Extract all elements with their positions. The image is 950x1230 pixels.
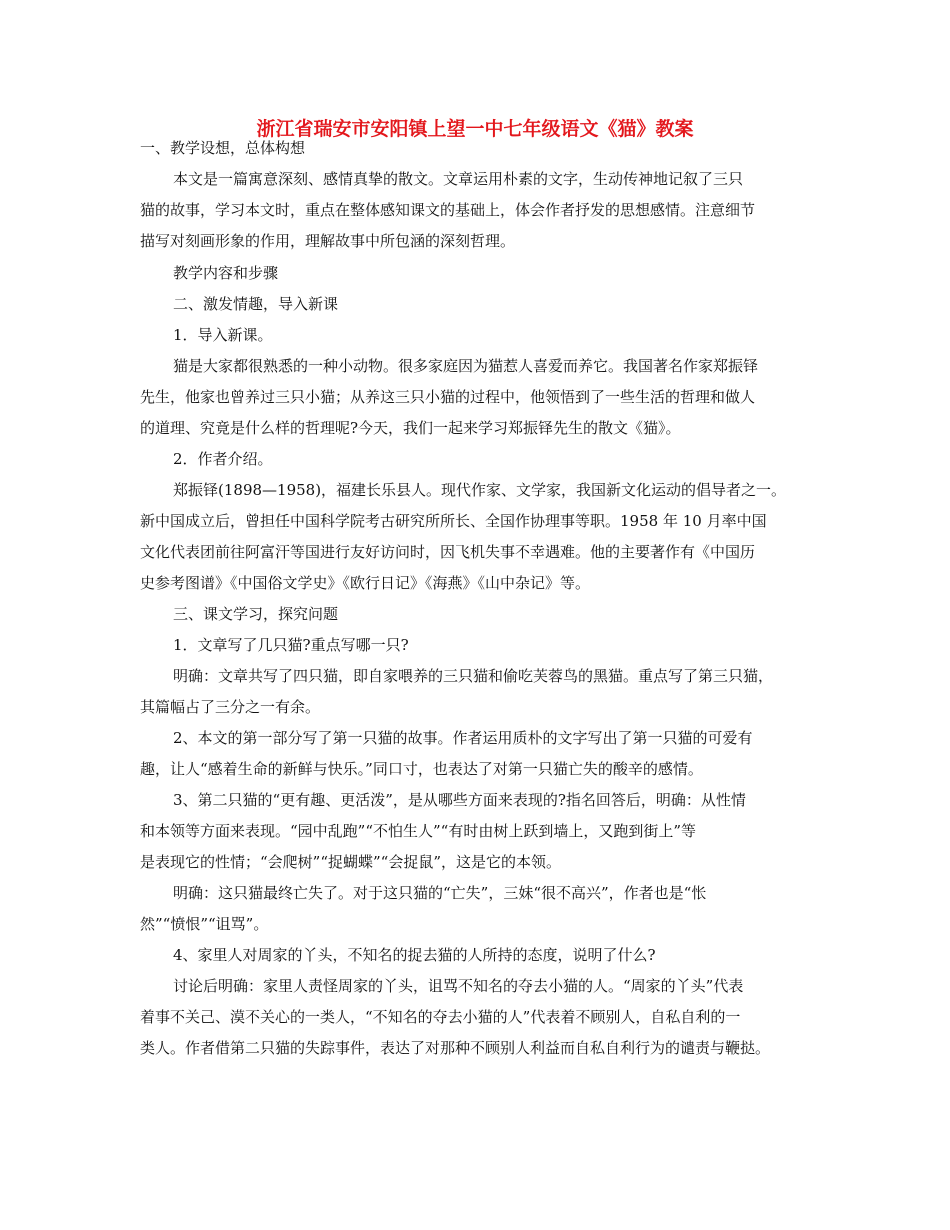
subheading: 1．导入新课。 bbox=[173, 326, 273, 344]
question: 4、家里人对周家的丫头，不知名的捉去猫的人所持的态度，说明了什么? bbox=[173, 946, 656, 964]
paragraph-line: 史参考图谱》《中国俗文学史》《欧行日记》《海燕》《山中杂记》等。 bbox=[140, 574, 591, 592]
paragraph-line: 明确：这只猫最终亡失了。对于这只猫的“亡失”，三妹“很不高兴”，作者也是“怅 bbox=[173, 884, 707, 902]
paragraph-line: 着事不关己、漠不关心的一类人，“不知名的夺去小猫的人”代表着不顾别人，自私自利的一 bbox=[140, 1008, 741, 1026]
section-heading: 二、激发情趣，导入新课 bbox=[173, 295, 339, 313]
paragraph-line: 本文是一篇寓意深刻、感情真挚的散文。文章运用朴素的文字，生动传神地记叙了三只 bbox=[173, 170, 744, 188]
paragraph-line: 是表现它的性情；“会爬树”“捉蝴蝶”“会捉鼠”，这是它的本领。 bbox=[140, 853, 562, 871]
paragraph-line: 描写对刻画形象的作用，理解故事中所包涵的深刻哲理。 bbox=[140, 232, 516, 250]
paragraph-line: 2、本文的第一部分写了第一只猫的故事。作者运用质朴的文字写出了第一只猫的可爱有 bbox=[173, 729, 753, 747]
section-heading: 三、课文学习，探究问题 bbox=[173, 605, 339, 623]
paragraph-line: 类人。作者借第二只猫的失踪事件，表达了对那种不顾别人利益而自私自利行为的谴责与鞭挞。 bbox=[140, 1039, 771, 1057]
paragraph-line: 趣，让人“感着生命的新鲜与快乐。”同口寸，也表达了对第一只猫亡失的酸辛的感情。 bbox=[140, 760, 703, 778]
paragraph-line: 文化代表团前往阿富汗等国进行友好访问时，因飞机失事不幸遇难。他的主要著作有《中国历 bbox=[140, 543, 756, 561]
paragraph-line: 3、第二只猫的“更有趣、更活泼”，是从哪些方面来表现的?指名回答后，明确：从性情 bbox=[173, 791, 746, 809]
paragraph-line: 其篇幅占了三分之一有余。 bbox=[140, 698, 321, 716]
paragraph-line: 然”“愤恨”“诅骂”。 bbox=[140, 915, 269, 933]
section-heading: 教学内容和步骤 bbox=[173, 264, 279, 282]
paragraph-line: 郑振铎(1898—1958)，福建长乐县人。现代作家、文学家，我国新文化运动的倡导者之一。 bbox=[173, 481, 787, 499]
paragraph-line: 猫是大家都很熟悉的一种小动物。很多家庭因为猫惹人喜爱而养它。我国著名作家郑振铎 bbox=[173, 357, 759, 375]
paragraph-line: 的道理、究竟是什么样的哲理呢?今天，我们一起来学习郑振铎先生的散文《猫》。 bbox=[140, 419, 681, 437]
subheading: 2．作者介绍。 bbox=[173, 450, 273, 468]
paragraph-line: 讨论后明确：家里人责怪周家的丫头，诅骂不知名的夺去小猫的人。“周家的丫头”代表 bbox=[173, 977, 744, 995]
paragraph-line: 和本领等方面来表现。“园中乱跑”“不怕生人”“有时由树上跃到墙上，又跑到街上”等 bbox=[140, 822, 697, 840]
document-title: 浙江省瑞安市安阳镇上望一中七年级语文《猫》教案 bbox=[256, 118, 694, 140]
paragraph-line: 先生，他家也曾养过三只小猫；从养这三只小猫的过程中，他领悟到了一些生活的哲理和做人 bbox=[140, 388, 756, 406]
section-heading: 一、教学设想，总体构想 bbox=[140, 139, 306, 157]
paragraph-line: 明确：文章共写了四只猫，即自家喂养的三只猫和偷吃芙蓉鸟的黑猫。重点写了第三只猫， bbox=[173, 667, 774, 685]
paragraph-line: 新中国成立后，曾担任中国科学院考古研究所所长、全国作协理事等职。1958 年 10 月率中国 bbox=[140, 512, 767, 530]
paragraph-line: 猫的故事，学习本文时，重点在整体感知课文的基础上，体会作者抒发的思想感情。注意细节 bbox=[140, 201, 756, 219]
question: 1．文章写了几只猫?重点写哪一只? bbox=[173, 636, 409, 654]
